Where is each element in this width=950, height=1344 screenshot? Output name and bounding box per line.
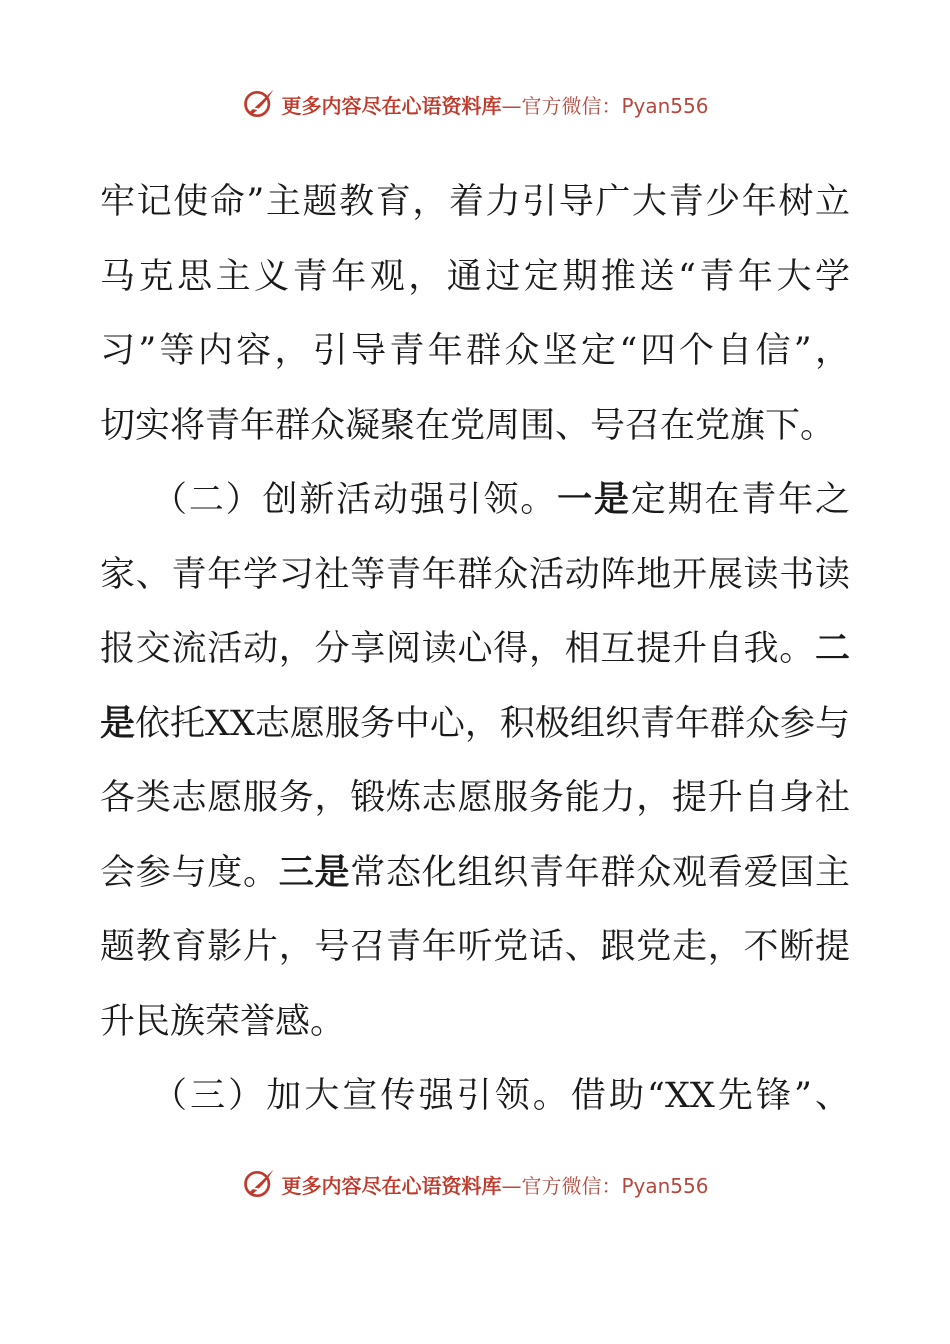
- text-line: （三）加大宣传强引领。借助“XX先锋”、: [152, 1076, 850, 1116]
- text-line: （二）创新活动强引领。一是定期在青年之: [152, 480, 850, 520]
- text-line: 题教育影片，号召青年听党话、跟党走，不断提: [100, 927, 850, 967]
- watermark-footer: [0, 1164, 950, 1204]
- text-line: 家、青年学习社等青年群众活动阵地开展读书读: [100, 554, 850, 595]
- emphasis-label: 三是: [278, 852, 351, 893]
- text-line: 报交流活动，分享阅读心得，相互提升自我。二: [100, 629, 850, 669]
- emphasis-label: 是: [100, 703, 136, 744]
- text-line: 习”等内容，引导青年群众坚定“四个自信”，: [100, 331, 850, 371]
- watermark-wechat-text: —官方微信：Pyan556: [501, 1173, 709, 1198]
- watermark-wechat-text: —官方微信：Pyan556: [501, 93, 709, 118]
- text-line: 是依托XX志愿服务中心，积极组织青年群众参与: [100, 703, 850, 744]
- emphasis-label: 二: [814, 629, 850, 669]
- quill-pen-logo-icon: [241, 86, 277, 122]
- text-line: 各类志愿服务，锻炼志愿服务能力，提升自身社: [100, 778, 850, 818]
- emphasis-label: 一是: [557, 480, 631, 520]
- text-line: 马克思主义青年观，通过定期推送“青年大学: [100, 256, 850, 297]
- text-line: 牢记使命”主题教育，着力引导广大青少年树立: [100, 182, 850, 222]
- text-line: 切实将青年群众凝聚在党周围、号召在党旗下。: [100, 405, 836, 446]
- text-line: 会参与度。三是常态化组织青年群众观看爱国主: [100, 852, 850, 893]
- watermark-header: [0, 84, 950, 124]
- document-body: [100, 165, 850, 1134]
- quill-pen-logo-icon: [241, 1166, 277, 1202]
- watermark-library-text: 更多内容尽在心语资料库: [281, 1173, 502, 1198]
- text-line: 升民族荣誉感。: [100, 1001, 346, 1042]
- watermark-library-text: 更多内容尽在心语资料库: [281, 93, 502, 118]
